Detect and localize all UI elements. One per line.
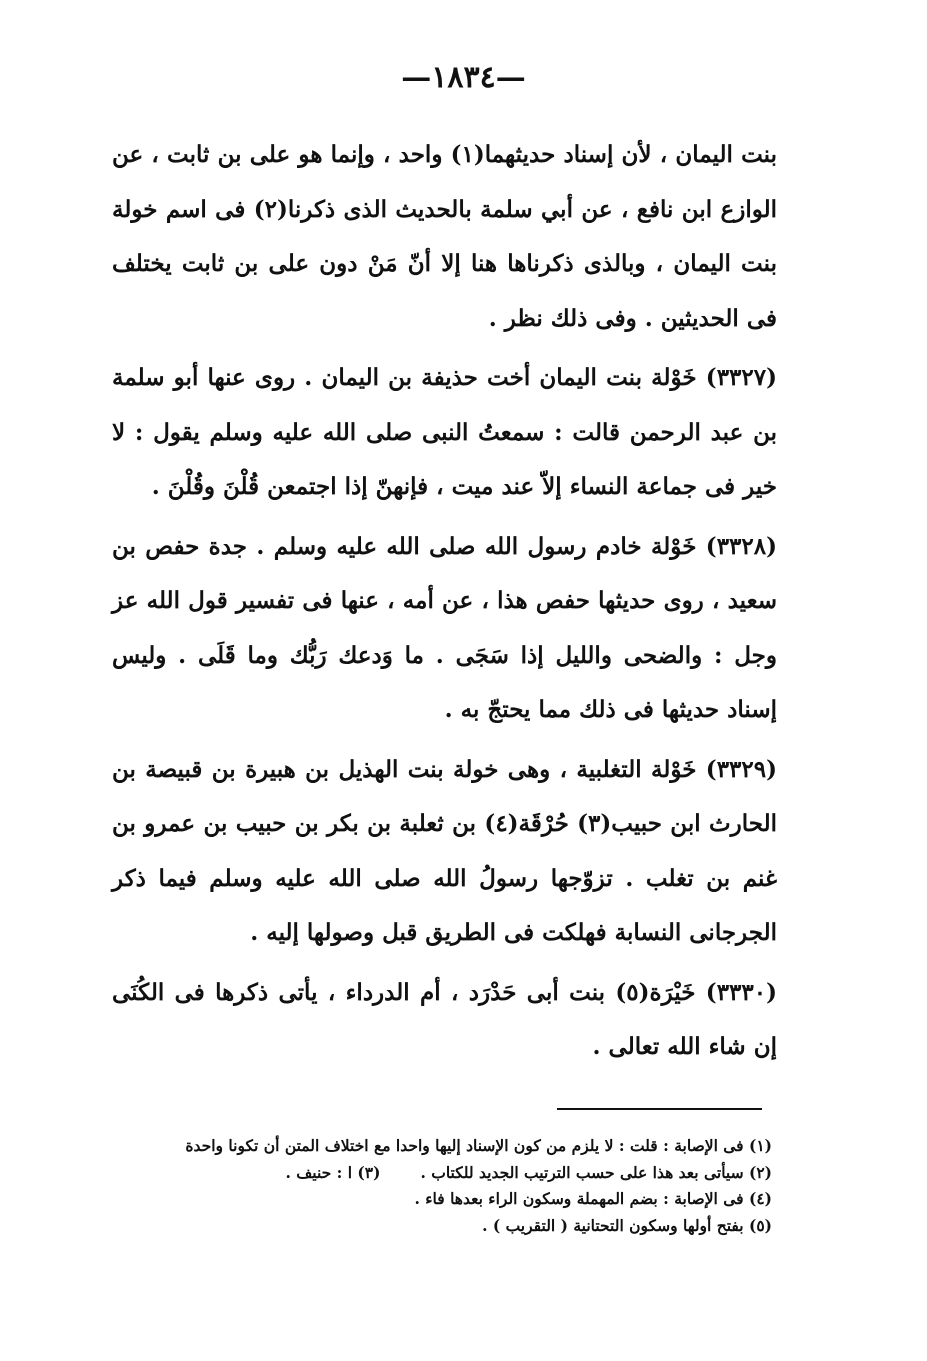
entry-3327 xyxy=(112,351,777,515)
footnote-3: (٣) ا : حنيف . xyxy=(285,1162,381,1182)
entry-number: (٣٣٣٠) xyxy=(705,978,777,1006)
footnote-2-3-line xyxy=(112,1160,772,1187)
footnote-1: (١) فى الإصابة : قلت : لا يلزم من كون الإسناد إليها واحدا مع اختلاف المتن أن تكونا واحدة xyxy=(185,1136,772,1155)
entry-number: (٣٣٢٨) xyxy=(705,532,777,560)
footnote-5: (٥) بفتح أولها وسكون التحتانية ( التقريب ) . xyxy=(482,1215,772,1235)
entry-text: خَيْرَة(٥) بنت أبى حَدْرَد ، أم الدرداء ، يأتى ذكرها فى الكُنَى إن شاء الله تعالى . xyxy=(112,978,777,1060)
entry-text: خَوْلة خادم رسول الله صلى الله عليه وسلم . جدة حفص بن سعيد ، روى حديثها حفص هذا ، عن أمه ، عنها فى تفسير قول الله عز وجل : والضحى والليل إذا سَجَى . ما وَدعك رَبُّك وما قَلَى . وليس إسناد حديثها فى ذلك مما يحتجّ به . xyxy=(112,532,777,723)
entry-number: (٣٣٢٧) xyxy=(705,364,777,391)
page-number: —١٨٣٤— xyxy=(401,60,526,95)
paragraph-continuation xyxy=(112,128,777,346)
footnote-2: (٢) سيأتى بعد هذا على حسب الترتيب الجديد للكتاب . xyxy=(420,1162,772,1182)
paragraph-text: بنت اليمان ، لأن إسناد حديثهما(١) واحد ، وإنما هو على بن ثابت ، عن الوازع ابن نافع ، عن أبي سلمة بالحديث الذى ذكرنا(٢) فى اسم خولة بنت اليمان ، وبالذى ذكرناها هنا إلا أنّ مَنْ دون على بن ثابت يختلف فى الحديثين . وفى ذلك نظر . xyxy=(112,141,778,332)
entry-text: خَوْلة التغلبية ، وهى خولة بنت الهذيل بن هبيرة بن قبيصة بن الحارث ابن حبيب(٣) حُرْقَة(٤) بن ثعلبة بن بكر بن حبيب بن عمرو بن غنم بن تغلب . تزوّجها رسولُ الله صلى الله عليه وسلم فيما ذكر الجرجانى النسابة فهلكت فى الطريق قبل وصولها إليه . xyxy=(112,755,777,946)
entry-number: (٣٣٢٩) xyxy=(705,755,777,783)
entry-3329 xyxy=(112,743,777,961)
entry-text: خَوْلة بنت اليمان أخت حذيفة بن اليمان . روى عنها أبو سلمة بن عبد الرحمن قالت : سمعتُ النبى صلى الله عليه وسلم يقول : لا خير فى جماعة النساء إلاّ عند ميت ، فإنهنّ إذا اجتمعن قُلْنَ وقُلْنَ . xyxy=(112,364,777,500)
footnote-4: (٤) فى الإصابة : بضم المهملة وسكون الراء بعدها فاء . xyxy=(414,1189,772,1208)
entry-3328 xyxy=(112,520,777,738)
footnote-divider xyxy=(557,1108,762,1110)
footnotes xyxy=(112,1133,772,1239)
main-text xyxy=(112,128,777,1075)
entry-3330 xyxy=(112,966,777,1075)
